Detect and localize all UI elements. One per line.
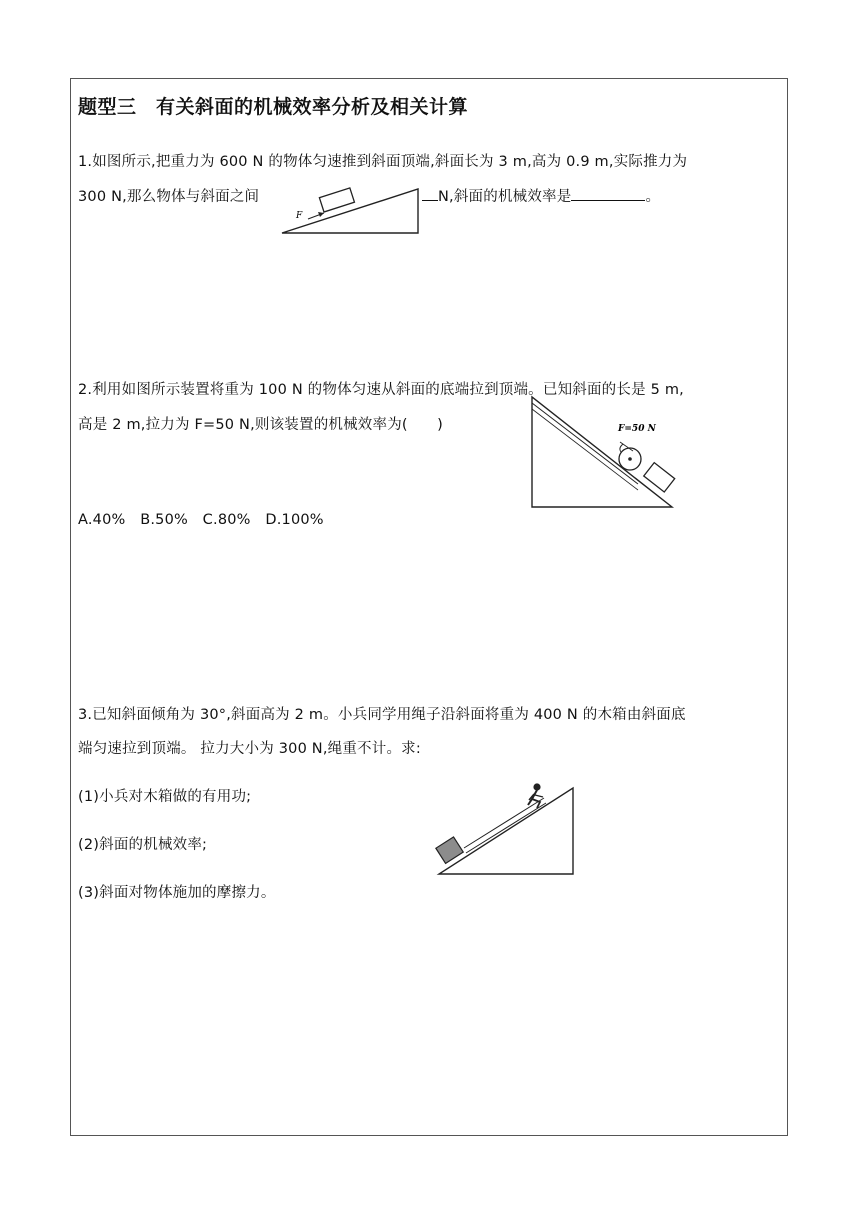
q3-sub-question-2: (2)斜面的机械效率; (78, 837, 208, 853)
q1-incline-figure (276, 182, 426, 242)
section-heading: 题型三 有关斜面的机械效率分析及相关计算 (78, 96, 469, 118)
q3-incline-triangle (439, 788, 573, 874)
q3-sub-question-3: (3)斜面对物体施加的摩擦力。 (78, 885, 276, 901)
q1-line-2 (78, 185, 259, 206)
q1-efficiency-blank[interactable] (571, 186, 645, 201)
q3-person-pulling (528, 783, 543, 808)
q3-line-1: 3.已知斜面倾角为 30°,斜面高为 2 m。小兵同学用绳子沿斜面将重为 400 N 的木箱由斜面底 (78, 707, 686, 723)
q1-line-2-start: 300 N,那么物体与斜面之间 (78, 189, 260, 205)
q3-sub-question-1: (1)小兵对木箱做的有用功; (78, 789, 252, 805)
q1-line-1: 1.如图所示,把重力为 600 N 的物体匀速推到斜面顶端,斜面长为 3 m,高为 0.9 m,实际推力为 (78, 154, 688, 170)
q2-force-label: F=50 N (618, 424, 656, 434)
q2-options: A.40% B.50% C.80% D.100% (78, 512, 324, 528)
q3-wooden-box (436, 837, 463, 863)
q1-block (319, 188, 354, 212)
q2-incline-triangle (532, 397, 672, 507)
q2-pulley-axle (628, 457, 632, 461)
q1-force-label: F (296, 211, 303, 221)
q2-line-2: 高是 2 m,拉力为 F=50 N,则该装置的机械效率为( ) (78, 417, 444, 433)
q3-line-2: 端匀速拉到顶端。 拉力大小为 300 N,绳重不计。求: (78, 741, 421, 757)
q1-end-mark: 。 (645, 189, 661, 205)
q2-line-1: 2.利用如图所示装置将重为 100 N 的物体匀速从斜面的底端拉到顶端。已知斜面的长是 5 m, (78, 382, 684, 398)
q1-efficiency-label: N,斜面的机械效率是 (438, 189, 572, 205)
q2-pulley-figure (526, 392, 676, 512)
q3-incline-figure (434, 774, 579, 880)
q1-line-2-end (422, 185, 660, 206)
content-frame (70, 78, 788, 1136)
